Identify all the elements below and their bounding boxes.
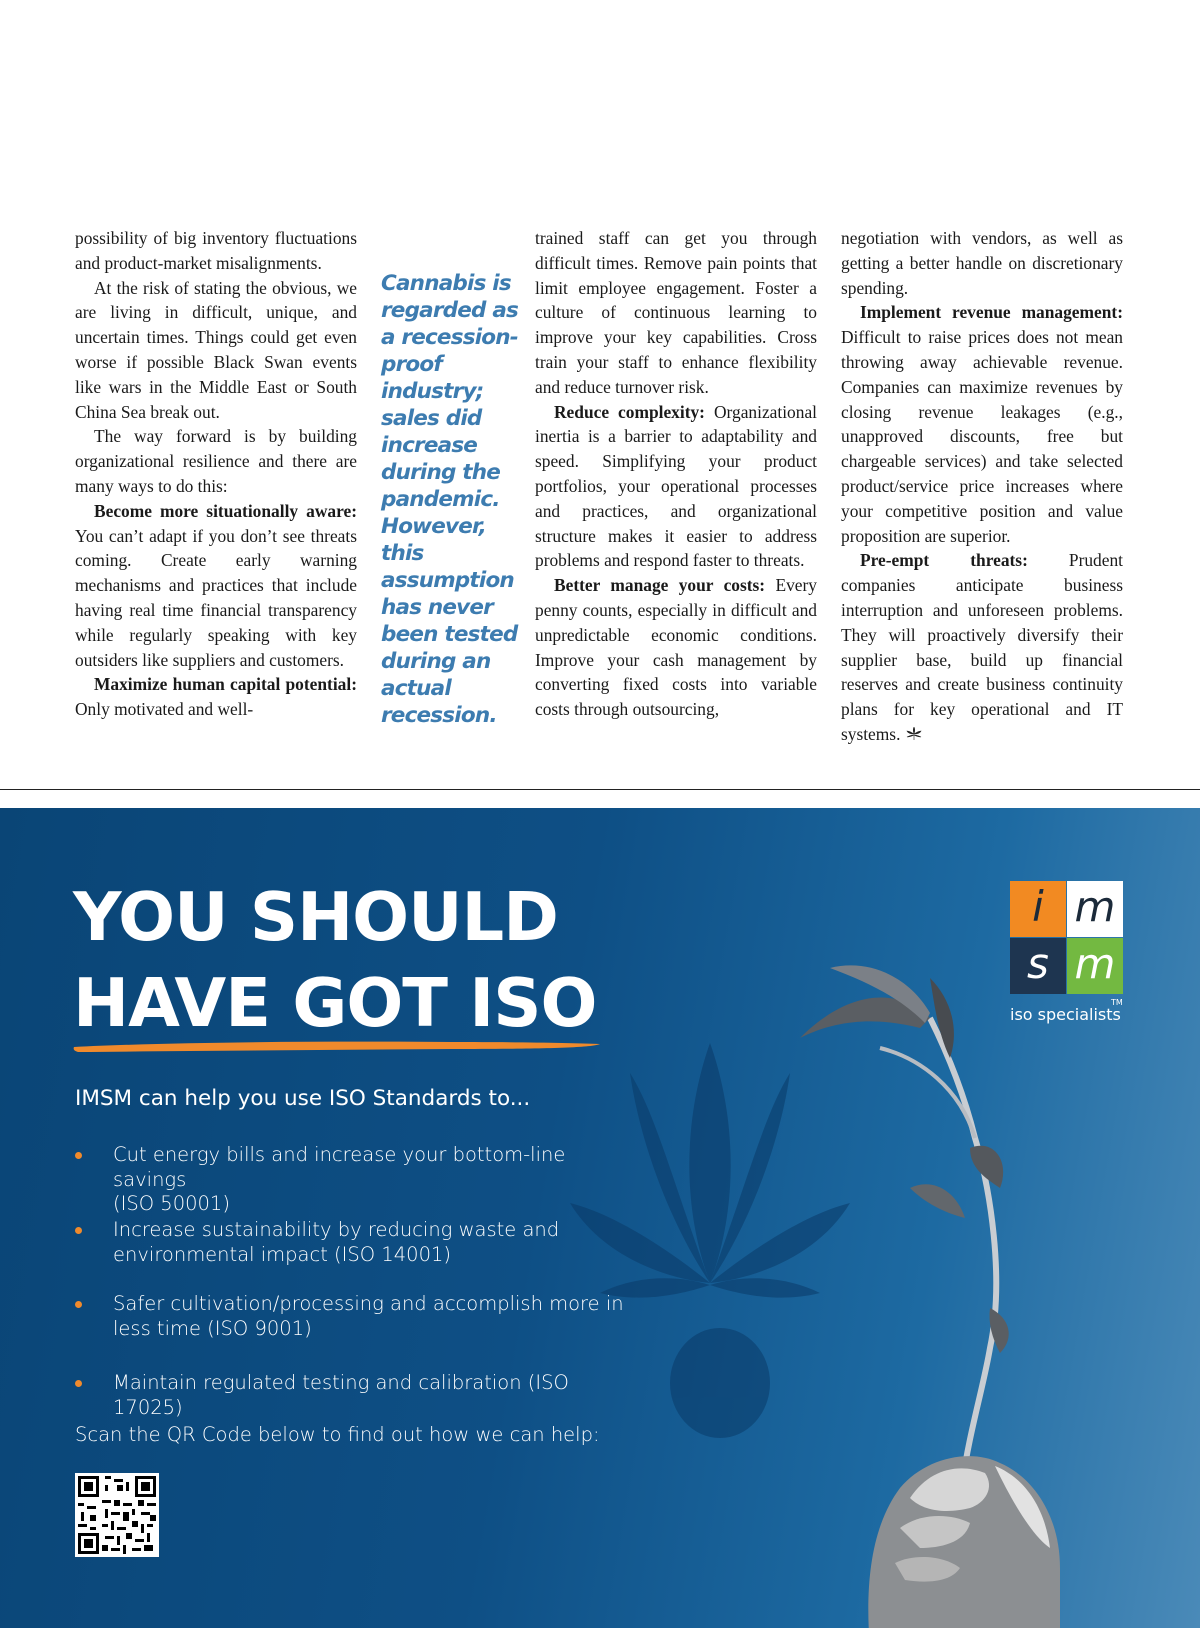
- paragraph: [75, 499, 357, 673]
- cannabis-leaf-end-icon: [905, 724, 923, 744]
- pull-quote: Cannabis is regarded as a recession-proof industry; sales did increase during the pandemic. However, this assumption has never been tested during an actual recession.: [381, 271, 519, 728]
- paragraph-text: Only motivated and well-: [75, 699, 254, 720]
- paragraph: trained staff can get you through difficult times. Remove pain points that limit employee engagement. Foster a culture of continuous learning to improve your key capabilities. Cross train your staff to enhance flexibility and reduce turnover risk.: [535, 228, 817, 397]
- logo-subtitle: iso specialists: [1010, 1005, 1121, 1024]
- bullet-icon: [75, 1227, 82, 1234]
- hand-holding-wilted-plant-image: [760, 888, 1120, 1628]
- bullet-text: Maintain regulated testing and calibration (ISO 17025): [113, 1371, 569, 1419]
- paragraph: [535, 400, 817, 574]
- subheading: Pre-empt threats:: [860, 550, 1028, 571]
- bullet-text: environmental impact (ISO 14001): [113, 1242, 451, 1266]
- article-column-4: [841, 226, 1123, 747]
- bullet-text: (ISO 50001): [113, 1192, 230, 1215]
- trademark-mark: TM: [1111, 998, 1123, 1007]
- bullet-text: Increase sustainability by reducing waste and: [113, 1218, 560, 1241]
- iso-advertisement: [0, 808, 1200, 1628]
- paragraph: [75, 672, 357, 722]
- bullet-text: less time (ISO 9001): [113, 1316, 312, 1340]
- paragraph: negotiation with vendors, as well as getting a better handle on discretionary spending.: [841, 228, 1123, 298]
- paragraph: [841, 300, 1123, 548]
- paragraph-text: Prudent companies anticipate business interruption and unforeseen problems. They will proactively diversify their supplier base, build up financial reserves and create business continuity plans for key operational and IT systems.: [841, 550, 1124, 744]
- bullet-icon: [75, 1380, 82, 1387]
- paragraph: possibility of big inventory fluctuations and product-market misalignments.: [75, 228, 357, 273]
- paragraph-text: Every penny counts, especially in difficult and unpredictable economic conditions. Improve your cash management by converting fixed costs into variable costs through outsourcing,: [535, 575, 818, 720]
- subheading: Maximize human capital potential:: [94, 674, 357, 695]
- paragraph: At the risk of stating the obvious, we are living in difficult, unique, and uncertain times. Things could get even worse if possible Black Swan events like wars in the Middle East or South China Sea break out.: [75, 277, 357, 422]
- bullet-text: Cut energy bills and increase your bottom-line savings: [113, 1143, 566, 1191]
- ad-intro-text: IMSM can help you use ISO Standards to...: [75, 1086, 531, 1111]
- article-column-3: [535, 226, 817, 722]
- subheading: Better manage your costs:: [554, 575, 766, 596]
- paragraph-text: You can’t adapt if you don’t see threats coming. Create early warning mechanisms and practices that include having real time financial transparency while regularly speaking with key outsiders like suppliers and customers.: [75, 525, 357, 670]
- subheading: Become more situationally aware:: [94, 500, 357, 521]
- paragraph-text: Difficult to raise prices does not mean throwing away achievable revenue. Companies can maximize revenues by closing revenue leakages (e.g., unapproved discounts, free but chargeable services) and take selected product/service price increases where your competitive position and value proposition are superior.: [841, 327, 1123, 546]
- list-item: [75, 1143, 635, 1217]
- section-divider: [0, 789, 1200, 790]
- logo-tile-s: s: [1010, 938, 1066, 994]
- ad-headline: [73, 874, 596, 1046]
- headline-line-1: YOU SHOULD: [73, 878, 558, 956]
- logo-tile-i: i: [1010, 881, 1066, 937]
- logo-tile-m: m: [1067, 881, 1123, 937]
- list-item: [75, 1292, 635, 1341]
- paragraph: [841, 548, 1123, 746]
- paragraph-text: Organizational inertia is a barrier to adaptability and speed. Simplifying your product portfolios, your operational processes and practices, and organizational structure makes it easier to address problems and respond faster to threats.: [535, 401, 817, 571]
- logo-tile-m-green: m: [1067, 938, 1123, 994]
- bullet-icon: [75, 1152, 82, 1159]
- list-item: [75, 1218, 635, 1267]
- article-column-1: [75, 226, 357, 722]
- bullet-text: Safer cultivation/processing and accomplish more in: [113, 1292, 624, 1315]
- paragraph: The way forward is by building organizational resilience and there are many ways to do this:: [75, 426, 357, 496]
- bullet-icon: [75, 1301, 82, 1308]
- qr-code[interactable]: [75, 1473, 159, 1557]
- paragraph: [535, 573, 817, 722]
- subheading: Reduce complexity:: [554, 401, 705, 422]
- list-item: [75, 1371, 635, 1420]
- headline-line-2: HAVE GOT ISO: [73, 964, 597, 1042]
- qr-instruction: Scan the QR Code below to find out how we can help:: [75, 1423, 600, 1446]
- subheading: Implement revenue management:: [860, 302, 1123, 323]
- orange-brush-underline: [72, 1039, 602, 1053]
